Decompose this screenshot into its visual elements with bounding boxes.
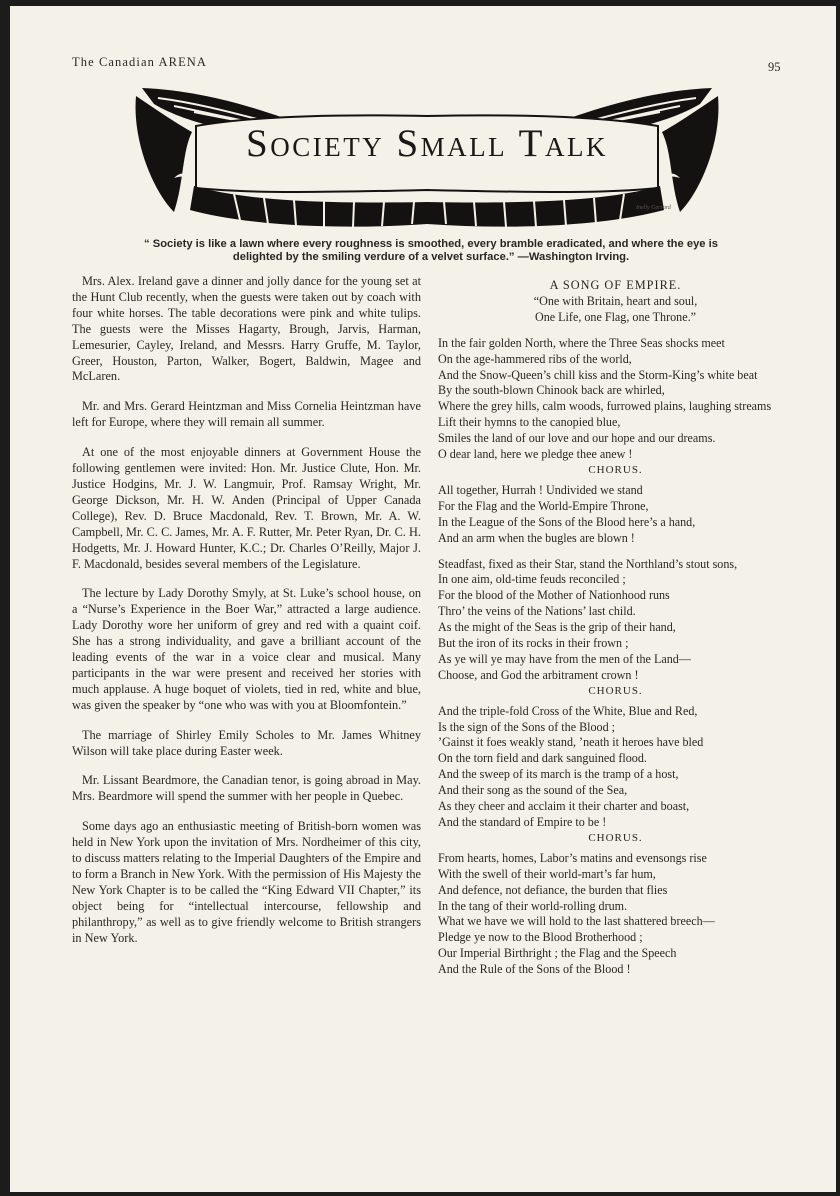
society-paragraph: Mr. and Mrs. Gerard Heintzman and Miss Cornelia Heintzman have left for Europe, where they will remain all summer.	[72, 399, 421, 430]
masthead-ornament	[134, 82, 720, 232]
poem-column	[438, 278, 793, 978]
motto-line: One Life, one Flag, one Throne.”	[535, 309, 696, 324]
society-paragraph: Some days ago an enthusiastic meeting of British-born women was held in New York upon the invitation of Mrs. Nordheimer of this city, to discuss matters relating to the Imperial Daughters of the Empire and to form a Branch in New York. With the permission of His Majesty the New York Chapter is to be called the “King Edward VII Chapter,” its object being for “intellectual intercourse, fellowship and philanthropy,” as well as to give friendly welcome to British strangers in New York.	[72, 819, 421, 945]
poem-motto	[438, 294, 793, 326]
poem-line: In the League of the Sons of the Blood here’s a hand,	[438, 514, 696, 529]
chorus-heading: CHORUS.	[588, 463, 643, 476]
poem-line: And the sweep of its march is the tramp of a host,	[438, 767, 679, 782]
motto-line: “One with Britain, heart and soul,	[533, 293, 698, 308]
poem-line: Where the grey hills, calm woods, furrowed plains, laughing streams	[438, 399, 772, 414]
poem-line: In one aim, old-time feuds reconciled ;	[438, 572, 626, 587]
poem-line: ’Gainst it foes weakly stand, ’neath it heroes have bled	[438, 735, 704, 750]
masthead-title: Society Small Talk	[246, 122, 608, 165]
society-paragraph: At one of the most enjoyable dinners at Government House the following gentlemen were invited: Hon. Mr. Justice Clute, Hon. Mr. Justice Hodgins, Mr. J. W. Langmuir, Prof. Ramsay Wright, Mr. George Dickson, Mr. H. W. Anden (Principal of Upper Canada College), Rev. D. Bruce Macdonald, Rev. T. Brown, Mr. A. W. Campbell, Mr. C. C. James, Mr. A. F. Rutter, Mr. Peter Ryan, Dr. C. H. Hodgetts, Mr. J. Howard Hunter, K.C.; Dr. Charles O’Reilly, Major J. F. Macdonald, besides several members of the Legislature.	[72, 445, 421, 571]
society-paragraph: Mr. Lissant Beardmore, the Canadian tenor, is going abroad in May. Mrs. Beardmore will spend the summer with her people in Quebec.	[72, 773, 421, 804]
society-paragraph: Mrs. Alex. Ireland gave a dinner and jolly dance for the young set at the Hunt Club recently, when the guests were taken out by coach with four white horses. The table decorations were pink and white tulips. The guests were the Misses Hagarty, Brough, Jarvis, Harman, Lemesurier, Cayley, Ireland, and Messrs. Harry Gruffe, M. Taylor, Greer, Houston, Parton, Walker, Bogert, Baldwin, Magee and McLaren.	[72, 274, 421, 384]
poem-line: Steadfast, fixed as their Star, stand the Northland’s stout sons,	[438, 556, 738, 571]
poem-line: Is the sign of the Sons of the Blood ;	[438, 719, 616, 734]
epigraph	[118, 238, 744, 263]
poem-line: Thro’ the veins of the Nations’ last child.	[438, 604, 636, 619]
poem-line: As the might of the Seas is the grip of their hand,	[438, 620, 676, 635]
poem-line: And the Rule of the Sons of the Blood !	[438, 962, 631, 977]
poem-line: O dear land, here we pledge thee anew !	[438, 447, 633, 462]
poem-line: And the triple-fold Cross of the White, Blue and Red,	[438, 703, 698, 718]
magazine-page	[10, 6, 836, 1192]
poem-line: And the standard of Empire to be !	[438, 815, 607, 829]
poem-line: By the south-blown Chinook back are whirled,	[438, 383, 665, 398]
poem-line: From hearts, homes, Labor’s matins and evensongs rise	[438, 850, 707, 865]
society-paragraph: The marriage of Shirley Emily Scholes to Mr. James Whitney Wilson will take place during Easter week.	[72, 727, 421, 758]
poem-line: And defence, not defiance, the burden that flies	[438, 882, 668, 897]
epigraph-quote: “ Society is like a lawn where every roughness is smoothed, every bramble eradicated, and where the eye is delighted by the smiling verdure of a velvet surface.”	[144, 238, 718, 263]
epigraph-attribution: —Washington Irving.	[517, 250, 630, 263]
poem-line: For the Flag and the World-Empire Throne,	[438, 498, 649, 513]
poem-line: Smiles the land of our love and our hope and our dreams.	[438, 431, 716, 446]
chorus-heading: CHORUS.	[588, 684, 643, 697]
poem-line: But the iron of its rocks in their frown ;	[438, 636, 629, 651]
poem-title: A SONG OF EMPIRE.	[549, 278, 682, 292]
poem-line: On the age-hammered ribs of the world,	[438, 351, 632, 366]
stanza-3	[438, 704, 793, 831]
chorus	[438, 483, 793, 547]
poem-line: In the fair golden North, where the Three Seas shocks meet	[438, 335, 725, 350]
chorus-heading: CHORUS.	[588, 831, 643, 844]
poem-line: All together, Hurrah ! Undivided we stand	[438, 482, 643, 497]
poem-line: And the Snow-Queen’s chill kiss and the Storm-King’s white beat	[438, 367, 758, 382]
stanza-1	[438, 336, 793, 463]
poem-line: What we have we will hold to the last shattered breech—	[438, 914, 715, 929]
poem-line: With the swell of their world-mart’s far hum,	[438, 866, 656, 881]
poem-line: Pledge ye now to the Blood Brotherhood ;	[438, 930, 643, 945]
poem-line: Our Imperial Birthright ; the Flag and the Speech	[438, 946, 677, 961]
poem-line: And their song as the sound of the Sea,	[438, 783, 628, 798]
running-head: The Canadian ARENA	[72, 55, 208, 69]
poem-line: For the blood of the Mother of Nationhood runs	[438, 588, 670, 603]
stanza-4	[438, 851, 793, 978]
poem-line: As ye will ye may have from the men of the Land—	[438, 651, 691, 666]
page-number: 95	[768, 60, 781, 74]
poem-line: Choose, and God the arbitrament crown !	[438, 667, 639, 682]
stanza-2	[438, 557, 793, 684]
society-paragraph: The lecture by Lady Dorothy Smyly, at St. Luke’s school house, on a “Nurse’s Experience in the Boer War,” attracted a large audience. Lady Dorothy wore her uniform of grey and red with a quaint coif. She has a strong individuality, and gave a brilliant account of the leading events of the war in a voice clear and musical. Many participants in the war were present and received her stories with much applause. A huge boquet of violets, tied in red, white and blue, was given the speaker by “one who was with you at Bloomfontein.”	[72, 586, 421, 712]
artist-signature: Inelly Gerrard	[636, 205, 671, 211]
poem-line: Lift their hymns to the canopied blue,	[438, 415, 621, 430]
poem-line: As they cheer and acclaim it their charter and boast,	[438, 799, 690, 814]
poem-line: In the tang of their world-rolling drum.	[438, 898, 628, 913]
poem-line: On the torn field and dark sanguined flood.	[438, 751, 647, 766]
society-notes-column	[72, 274, 421, 961]
poem-line: And an arm when the bugles are blown !	[438, 530, 635, 545]
